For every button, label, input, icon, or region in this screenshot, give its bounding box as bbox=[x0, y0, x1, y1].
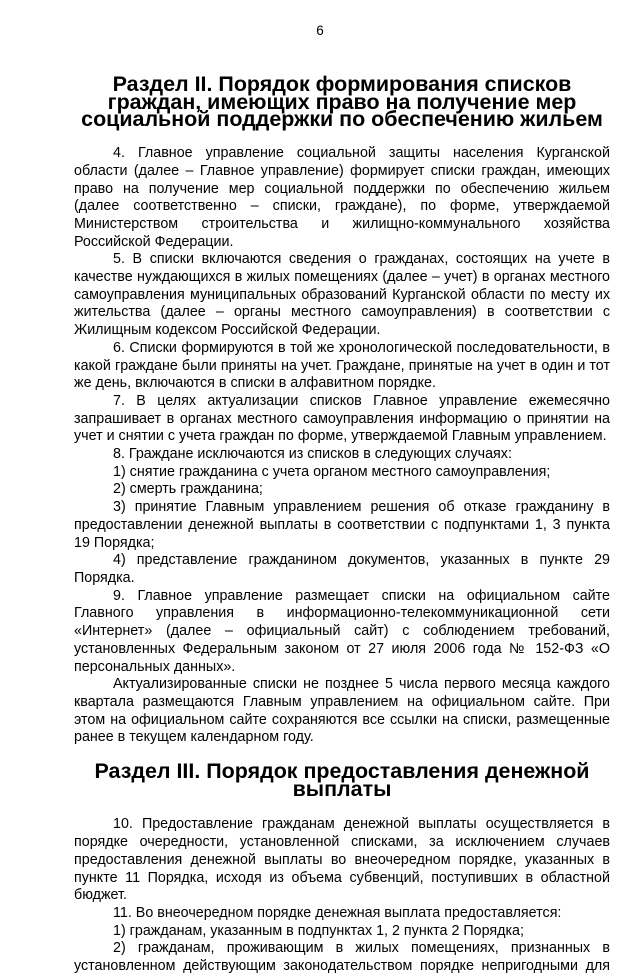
page-number: 6 bbox=[316, 23, 324, 38]
paragraph-4: 4. Главное управление социальной защиты населения Курганской области (далее – Главное управление) формирует списки граждан, имеющих право на получение мер социальной поддержки по обеспечению жильем (далее соответственно – списки, граждане), по форме, утверждаемой Министерством строительства и жилищно-коммунального хозяйства Российской Федерации. bbox=[74, 145, 610, 250]
section-3-heading: Раздел III. Порядок предоставления денежной выплаты bbox=[94, 759, 590, 801]
section-2-heading: Раздел II. Порядок формирования списков граждан, имеющих право на получение мер социальной поддержки по обеспечению жильем bbox=[81, 72, 603, 132]
paragraph-5: 5. В списки включаются сведения о гражданах, состоящих на учете в качестве нуждающихся в жилых помещениях (далее – учет) в органах местного самоуправления муниципальных образований Курганской области по месту их жительства (далее – органы местного самоуправления) в соответствии с Жилищным кодексом Российской Федерации. bbox=[74, 251, 610, 339]
paragraph-8-item-4: 4) представление гражданином документов, указанных в пункте 29 Порядка. bbox=[74, 552, 610, 586]
paragraph-7: 7. В целях актуализации списков Главное управление ежемесячно запрашивает в органах местного самоуправления информацию о принятии на учет и снятии с учета граждан по форме, утверждаемой Главным управлением. bbox=[74, 392, 610, 445]
paragraph-11-item-1: 1) гражданам, указанным в подпунктах 1, 2 пункта 2 Порядка; bbox=[113, 922, 524, 939]
paragraph-6: 6. Списки формируются в той же хронологической последовательности, в какой граждане были приняты на учет. Граждане, принятые на учет в один и тот же день, включаются в списки в алфавитном порядке. bbox=[74, 339, 610, 392]
paragraph-8-item-1: 1) снятие гражданина с учета органом местного самоуправления; bbox=[113, 463, 551, 480]
paragraph-11-item-2: 2) гражданам, проживающим в жилых помещениях, признанных в установленном действующим законодательством порядке непригодными для bbox=[74, 940, 610, 975]
paragraph-8-item-2: 2) смерть гражданина; bbox=[113, 481, 263, 498]
document-body bbox=[74, 72, 610, 976]
paragraph-10: 10. Предоставление гражданам денежной выплаты осуществляется в порядке очередности, установленной списками, за исключением случаев предоставления денежной выплаты во внеочередном порядке, указанных в пункте 11 Порядка, исходя из объема субвенций, поступивших в областной бюджет. bbox=[74, 816, 610, 904]
paragraph-8: 8. Граждане исключаются из списков в следующих случаях: bbox=[113, 446, 512, 463]
paragraph-9-continued: Актуализированные списки не позднее 5 числа первого месяца каждого квартала размещаются Главным управлением на официальном сайте. При этом на официальном сайте сохраняются все ссылки на списки, размещенные ранее в текущем календарном году. bbox=[74, 676, 610, 746]
paragraph-9: 9. Главное управление размещает списки на официальном сайте Главного управления в информационно-телекоммуникационной сети «Интернет» (далее – официальный сайт) с соблюдением требований, установленных Федеральным законом от 27 июля 2006 года № 152-ФЗ «О персональных данных». bbox=[74, 587, 610, 675]
paragraph-11: 11. Во внеочередном порядке денежная выплата предоставляется: bbox=[113, 904, 562, 921]
paragraph-8-item-3: 3) принятие Главным управлением решения об отказе гражданину в предоставлении денежной выплаты в соответствии с подпунктами 1, 3 пункта 19 Порядка; bbox=[74, 499, 610, 551]
